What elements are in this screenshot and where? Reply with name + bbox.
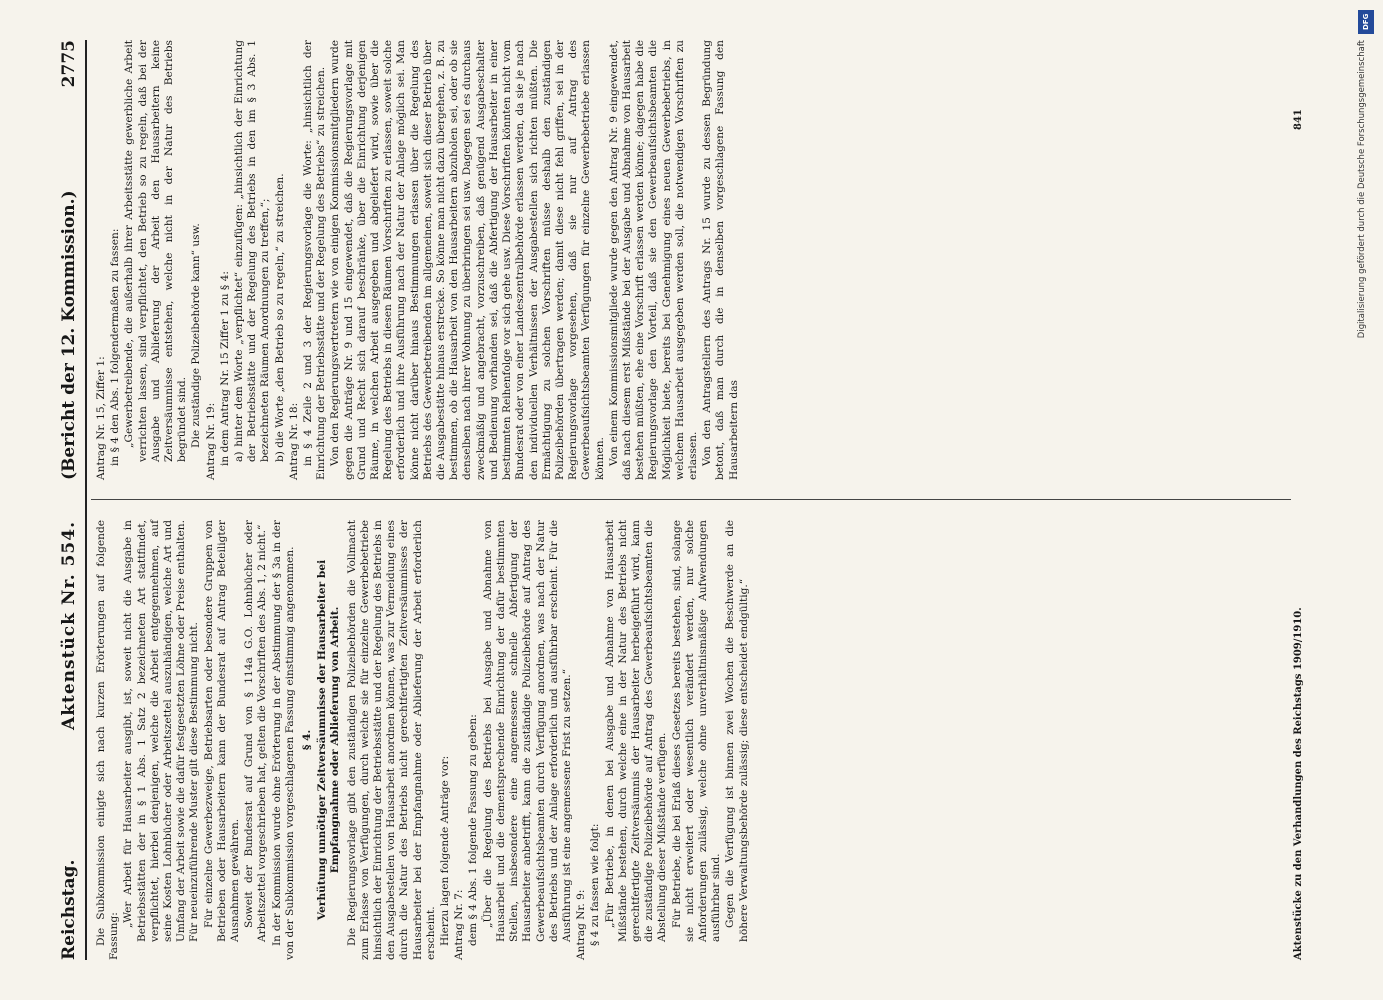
header-document-number: Aktenstück Nr. 554. xyxy=(59,520,79,730)
paragraph: Von einem Kommissionsmitgliede wurde gegen den Antrag Nr. 9 eingewendet, daß nach diesem erst Mißstände bei der Ausgabe und Abnahme von Hausarbeit bestehen müßten, ehe eine Vorschrift erlassen werden könne; dagegen habe die Regierungsvorlage den Vorteil, daß sie den Gewerbeaufsichtsbeamten die Möglichkeit biete, bereits bei Genehmigung eines neuen Gewerbebetriebs, in welchem Hausarbeit ausgegeben werden soll, die notwendigen Vorschriften zu erlassen. xyxy=(607,40,699,480)
page-footer: Aktenstücke zu den Verhandlungen des Reichstags 1909/1910. xyxy=(1293,607,1304,960)
section-subheading: Verhütung unnötiger Zeitversäumnisse der Hausarbeiter bei Empfangnahme oder Ablieferung von Arbeit. xyxy=(316,559,342,921)
paragraph: § 4 zu fassen wie folgt: xyxy=(589,823,602,946)
quote-paragraph: Soweit der Bundesrat auf Grund von § 114a G.O. Lohnbücher oder Arbeitszettel vorgeschrieben hat, gelten die Vorschriften des Abs. 1, 2 nicht.“ xyxy=(243,520,269,942)
quote-paragraph: „Wer Arbeit für Hausarbeiter ausgibt, ist, soweit nicht die Ausgabe in Betriebsstätten der in § 1 Abs. 1 Satz 2 bezeichneten Art stattfindet, verpflichtet, hierbei denjenigen, welche die Arbeit entgegennehmen, auf seine Kosten Lohnbücher oder Arbeitszettel auszuhändigen, welche Art und Umfang der Arbeit sowie die dafür festgesetzten Löhne oder Preise enthalten. Für neueinzuführende Muster gilt diese Bestimmung nicht. xyxy=(122,520,201,942)
quote-paragraph: „Über die Regelung des Betriebs bei Ausgabe und Abnahme von Hausarbeit und die dementsprechende Einrichtung der dafür bestimmten Stellen, insbesondere eine angemessene schnelle Abfertigung der Hausarbeiter anbetrifft, kann die zuständige Polizeibehörde auf Antrag des Gewerbeaufsichtsbeamten durch Verfügung anordnen, was nach der Natur des Betriebs und der Anlage erforderlich und ausführbar erscheint. Für die Ausführung ist eine angemessene Frist zu setzen.“ xyxy=(481,520,573,942)
quote-paragraph: Die zuständige Polizeibehörde kann“ usw. xyxy=(190,223,203,448)
quote-paragraph: Für Betriebe, die bei Erlaß dieses Gesetzes bereits bestehen, sind, solange sie nicht erweitert oder wesentlich verändert werden, nur solche Anforderungen zulässig, welche ohne unverhältnismäßige Aufwendungen ausführbar sind. xyxy=(670,520,723,942)
motion-label: Antrag Nr. 9: xyxy=(575,889,588,960)
header-page-number: 2775 xyxy=(59,40,79,88)
paragraph: Die Regierungsvorlage gibt den zuständigen Polizeibehörden die Vollmacht zum Erlasse von Verfügungen, durch welche sie für einzelne Gewerbebetriebe hinsichtlich der Einrichtung der Betriebsstätte und der Regelung des Betriebs in den Ausgabestellen von Hausarbeit anordnen können, was zur Vermeidung eines durch die Natur des Betriebs nicht gerechtfertigten Zeitversäumnisses der Hausarbeiter bei der Empfangnahme oder Ablieferung der Arbeit erforderlich erscheint. xyxy=(345,520,437,960)
paragraph: in dem Antrag Nr. 15 Ziffer 1 zu § 4: xyxy=(218,271,231,466)
list-item: b) die Worte „den Betrieb so zu regeln,“ zu streichen. xyxy=(273,173,286,462)
quote-paragraph: „Gewerbetreibende, die außerhalb ihrer Arbeitsstätte gewerbliche Arbeit verrichten lassen, sind verpflichtet, den Betrieb so zu regeln, daß bei der Ausgabe und Ablieferung der Arbeit den Hausarbeitern keine Zeitversäumnisse entstehen, welche nicht in der Natur des Betriebs begründet sind. xyxy=(123,40,189,462)
header-left: Reichstag. xyxy=(59,859,79,960)
left-column xyxy=(95,520,752,960)
motion-label: Antrag Nr. 18: xyxy=(287,402,300,480)
rotated-page-content xyxy=(55,40,1355,960)
paragraph: Die Subkommission einigte sich nach kurzen Erörterungen auf folgende Fassung: xyxy=(95,520,121,960)
header-commission: (Bericht der 12. Kommission.) xyxy=(59,190,79,480)
paragraph: Von den Regierungsvertretern wie von einigen Kommissionsmitgliedern wurde gegen die Anträge Nr. 9 und 15 eingewendet, daß die Regierungsvorlage mit Grund und Recht sich darauf beschränke, über die Einrichtung derjenigen Räume, in welchen Arbeit ausgegeben und abgeliefert wird, sowie über die Regelung des Betriebs in diesen Räumen Vorschriften zu erlassen, soweit solche erforderlich und ihre Ausführung nach der Natur der Anlage möglich sei. Man könne nicht darüber hinaus Bestimmungen erlassen über die Regelung des Betriebs des Gewerbetreibenden im allgemeinen, soweit sich dieser Betrieb über die Ausgabestätte hinaus erstrecke. So könne man nicht dazu übergehen, z. B. zu bestimmen, ob die Hausarbeit von den Hausarbeitern abzuholen sei, oder ob sie denselben nach ihrer Wohnung zu überbringen sei usw. Dagegen sei es durchaus zweckmäßig und angebracht, vorzuschreiben, daß genügend Ausgabeschalter und Bedienung vorhanden sei, daß die Abfertigung der Hausarbeiter in einer bestimmten Reihenfolge vor sich gehe usw. Diese Vorschriften könnten nicht vom Bundesrat oder von einer Landeszentralbehörde erlassen werden, da sie je nach den individuellen Verhältnissen der Ausgabestellen sich richten müßten. Die Ermächtigung zu solchen Vorschriften müsse deshalb den zuständigen Polizeibehörden übertragen werden; damit diese nicht fehl griffen, sei in der Regierungsvorlage vorgesehen, daß sie nur auf Antrag des Gewerbeaufsichtsbeamten Verfügungen für einzelne Gewerbebetriebe erlassen können. xyxy=(329,40,606,480)
paragraph: in § 4 den Abs. 1 folgendermaßen zu fassen: xyxy=(109,228,122,466)
page-header-middle xyxy=(55,40,89,960)
paragraph: Von den Antragstellern des Antrags Nr. 15 wurde zu dessen Begründung betont, daß man durch die in denselben vorgeschlagene Fassung den Hausarbeitern das xyxy=(701,40,740,480)
quote-paragraph: „Für Betriebe, in denen bei Ausgabe und Abnahme von Hausarbeit Mißstände bestehen, durch welche eine in der Natur des Betriebs nicht gerechtfertigte Zeitversäumnis der Hausarbeiter herbeigeführt wird, kann die zuständige Polizeibehörde auf Antrag des Gewerbeaufsichtsbeamten die Abstellung dieser Mißstände verfügen. xyxy=(603,520,669,942)
paragraph: dem § 4 Abs. 1 folgende Fassung zu geben: xyxy=(467,714,480,946)
motion-label: Antrag Nr. 15, Ziffer 1: xyxy=(95,356,107,480)
paragraph: in § 4 Zeile 2 und 3 der Regierungsvorlage die Worte: „hinsichtlich der Einrichtung der Betriebsstätte und der Regelung des Betriebs“ zu streichen. xyxy=(302,40,328,480)
folio-number: 841 xyxy=(1293,109,1304,130)
right-column xyxy=(95,40,742,480)
list-item: a) hinter dem Worte „verpflichtet“ einzufügen: „hinsichtlich der Einrichtung der Betriebsstätte und der Regelung des Betriebs in den im § 3 Abs. 1 bezeichneten Räumen Anordnungen zu treffen,“; xyxy=(233,40,272,462)
quote-paragraph: Gegen die Verfügung ist binnen zwei Wochen die Beschwerde an die höhere Verwaltungsbehörde zulässig; diese entscheidet endgültig.“ xyxy=(724,520,750,942)
paragraph: In der Kommission wurde ohne Erörterung in der Abstimmung der § 3a in der von der Subkommission vorgeschlagenen Fassung einstimmig angenommen. xyxy=(270,520,296,960)
quote-paragraph: Für einzelne Gewerbezweige, Betriebsarten oder besondere Gruppen von Betrieben oder Hausarbeitern kann der Bundesrat auf Antrag Beteiligter Ausnahmen gewähren. xyxy=(202,520,242,942)
section-heading: § 4. xyxy=(301,729,314,751)
dfg-logo: DFG xyxy=(1358,10,1374,34)
digitization-notice: Digitalisierung gefördert durch die Deutsche Forschungsgemeinschaft xyxy=(1357,40,1367,339)
motion-label: Antrag Nr. 19: xyxy=(204,402,217,480)
header-rule xyxy=(85,40,87,960)
dfg-sidebar xyxy=(1354,4,1376,994)
paragraph: Hierzu lagen folgende Anträge vor: xyxy=(439,755,452,946)
motion-label: Antrag Nr. 7: xyxy=(453,889,466,960)
column-divider xyxy=(91,499,1291,500)
